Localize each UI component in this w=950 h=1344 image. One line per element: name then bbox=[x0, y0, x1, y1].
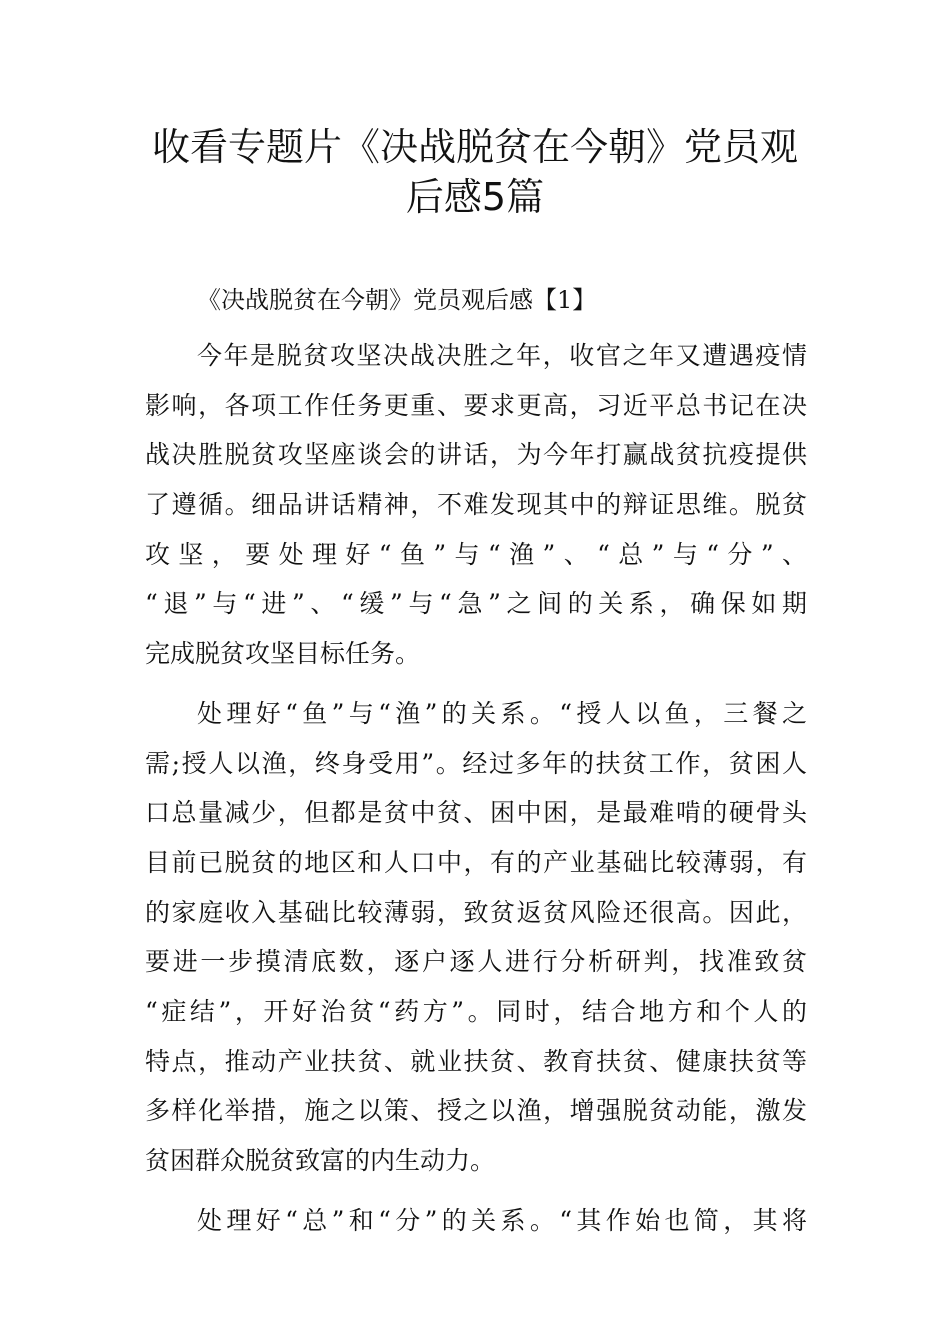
document-title bbox=[120, 122, 830, 222]
paragraph-line: 要进一步摸清底数，逐户逐人进行分析研判，找准致贫 bbox=[145, 947, 807, 977]
paragraph bbox=[145, 689, 807, 1186]
paragraph-line: “症结”，开好治贫“药方”。同时，结合地方和个人的 bbox=[145, 996, 807, 1026]
paragraph-line: 多样化举措，施之以策、授之以渔，增强脱贫动能，激发 bbox=[145, 1096, 807, 1126]
paragraph-line: 了遵循。细品讲话精神，不难发现其中的辩证思维。脱贫 bbox=[145, 490, 807, 520]
paragraph bbox=[145, 1196, 807, 1246]
paragraph-line: 处理好“鱼”与“渔”的关系。“授人以鱼，三餐之 bbox=[197, 698, 807, 728]
paragraph-line: 目前已脱贫的地区和人口中，有的产业基础比较薄弱，有 bbox=[145, 847, 807, 877]
paragraph-line: 攻坚，要处理好“鱼”与“渔”、“总”与“分”、 bbox=[145, 539, 807, 569]
title-line: 收看专题片《决战脱贫在今朝》党员观 bbox=[151, 125, 798, 169]
paragraph-line: 今年是脱贫攻坚决战决胜之年，收官之年又遭遇疫情 bbox=[197, 341, 807, 370]
paragraph-line: 完成脱贫攻坚目标任务。 bbox=[145, 639, 421, 669]
paragraph bbox=[145, 331, 807, 679]
paragraph-line: 战决胜脱贫攻坚座谈会的讲话，为今年打赢战贫抗疫提供 bbox=[145, 440, 807, 470]
paragraph-line: 影响，各项工作任务更重、要求更高，习近平总书记在决 bbox=[145, 390, 807, 420]
paragraph-line: 贫困群众脱贫致富的内生动力。 bbox=[145, 1146, 496, 1175]
document-body bbox=[145, 280, 807, 1255]
title-line: 后感5篇 bbox=[405, 175, 545, 219]
section-heading: 《决战脱贫在今朝》党员观后感【1】 bbox=[197, 286, 597, 314]
paragraph-line: 需;授人以渔，终身受用”。经过多年的扶贫工作，贫困人 bbox=[145, 748, 807, 778]
paragraph-line: 口总量减少，但都是贫中贫、困中困，是最难啃的硬骨头 bbox=[145, 798, 807, 828]
paragraph-line: 处理好“总”和“分”的关系。“其作始也简，其将 bbox=[197, 1205, 807, 1235]
paragraph-line: 的家庭收入基础比较薄弱，致贫返贫风险还很高。因此， bbox=[145, 897, 807, 927]
paragraph-line: 特点，推动产业扶贫、就业扶贫、教育扶贫、健康扶贫等 bbox=[145, 1046, 807, 1076]
paragraph-line: “退”与“进”、“缓”与“急”之间的关系，确保如期 bbox=[145, 589, 807, 619]
